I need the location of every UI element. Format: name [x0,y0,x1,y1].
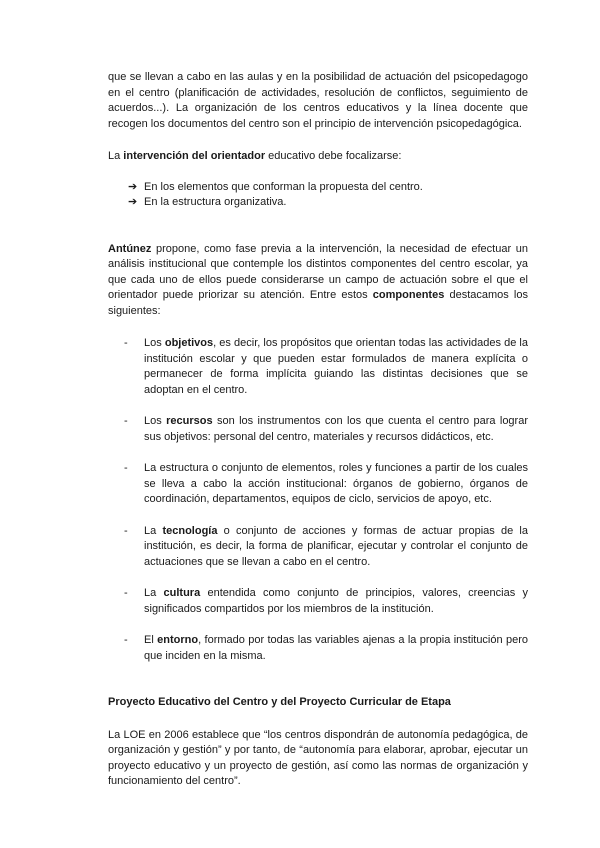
spacer [108,711,528,728]
antunez-text-1: propone, como fase previa a la intervención, la necesidad de efectuar un análisis institucional que contemple los distintos componentes del centro escolar, ya que cada uno de ellos puede considerarse un campo de actuación sobre el que el orientador puede priorizar su atención. Entre estos [108,242,528,301]
orientador-pre: La [108,150,124,162]
component-post: son los instrumentos con los que cuenta el centro para lograr sus objetivos: personal del centro, materiales y recursos didácticos, etc. [144,415,528,443]
component-post: , es decir, los propósitos que orientan todas las actividades de la institución escolar y que pueden estar formulados de manera explícita o permanecer de forma implícita guiando las distintas decisiones que se adoptan en el centro. [144,337,528,396]
section-heading: Proyecto Educativo del Centro y del Proyecto Curricular de Etapa [108,696,451,708]
component-pre: La [144,524,163,537]
document-page [108,70,528,790]
orientador-paragraph [108,149,528,165]
component-pre: La estructura o conjunto de elementos, roles y funciones a partir de los cuales se lleva a cabo la acción institucional: órganos de gobierno, órganos de coordinación, departamentos, equipos de ciclo, servicios de apoyo, etc. [144,462,528,505]
dash-bullet: - [124,524,128,537]
component-item-objetivos [108,336,528,398]
component-post: o conjunto de acciones y formas de actuar propias de la institución, es decir, la forma de planificar, ejecutar y controlar el conjunto de actuaciones que se llevan a cabo en el centro. [144,524,528,568]
component-item-tecnologia [108,524,528,571]
antunez-paragraph [108,242,528,320]
component-item-cultura [108,586,528,617]
orientador-bold: intervención del orientador [123,150,266,162]
spacer [108,165,528,180]
component-item-entorno [108,633,528,664]
intro-paragraph: que se llevan a cabo en las aulas y en la posibilidad de actuación del psicopedagogo en el centro (planificación de actividades, resolución de conflictos, seguimiento de acuerdos...). La organización de los centros educativos y la línea docente que recogen los documentos del centro son el principio de intervención psicopedagógica. [108,71,528,130]
component-pre: Los [144,415,167,427]
antunez-bold: Antúnez [108,242,152,255]
spacer [108,211,528,242]
spacer [108,319,528,336]
component-bold: entorno [157,634,199,646]
loe-paragraph: La LOE en 2006 establece que “los centros dispondrán de autonomía pedagógica, de organización y gestión” y por tanto, de “autonomía para elaborar, aprobar, ejecutar un proyecto educativo y un proyecto de gestión, así como las normas de organización y funcionamiento del centro”. [108,728,528,787]
spacer [108,664,528,695]
component-pre: El [144,634,158,646]
component-post: , formado por todas las variables ajenas a la propia institución pero que inciden en la misma. [144,634,528,662]
component-bold: tecnología [162,524,218,537]
arrow-right-icon: ➔ [128,196,138,208]
component-pre: La [144,587,164,599]
component-post: entendida como conjunto de principios, valores, creencias y significados compartidos por los miembros de la institución. [144,587,528,615]
dash-bullet: - [124,462,128,474]
component-pre: Los [144,337,165,349]
component-bold: objetivos [164,337,214,349]
dash-bullet: - [124,587,128,599]
arrow-item-text: En la estructura organizativa. [144,196,287,208]
components-list [108,336,528,664]
arrow-item-text: En los elementos que conforman la propuesta del centro. [144,180,423,193]
antunez-text-2: destacamos los siguientes: [108,289,528,317]
dash-bullet: - [124,415,128,427]
component-item-recursos [108,414,528,445]
componentes-bold: componentes [372,289,445,301]
arrow-list [108,180,528,211]
spacer [108,132,528,149]
arrow-right-icon: ➔ [128,180,138,193]
orientador-post: educativo debe focalizarse: [265,150,402,162]
component-bold: recursos [166,415,213,427]
dash-bullet: - [124,634,128,646]
arrow-list-item [128,180,528,196]
arrow-list-item [128,195,528,211]
component-item-estructura [108,461,528,508]
dash-bullet: - [124,337,128,349]
component-bold: cultura [163,587,201,599]
